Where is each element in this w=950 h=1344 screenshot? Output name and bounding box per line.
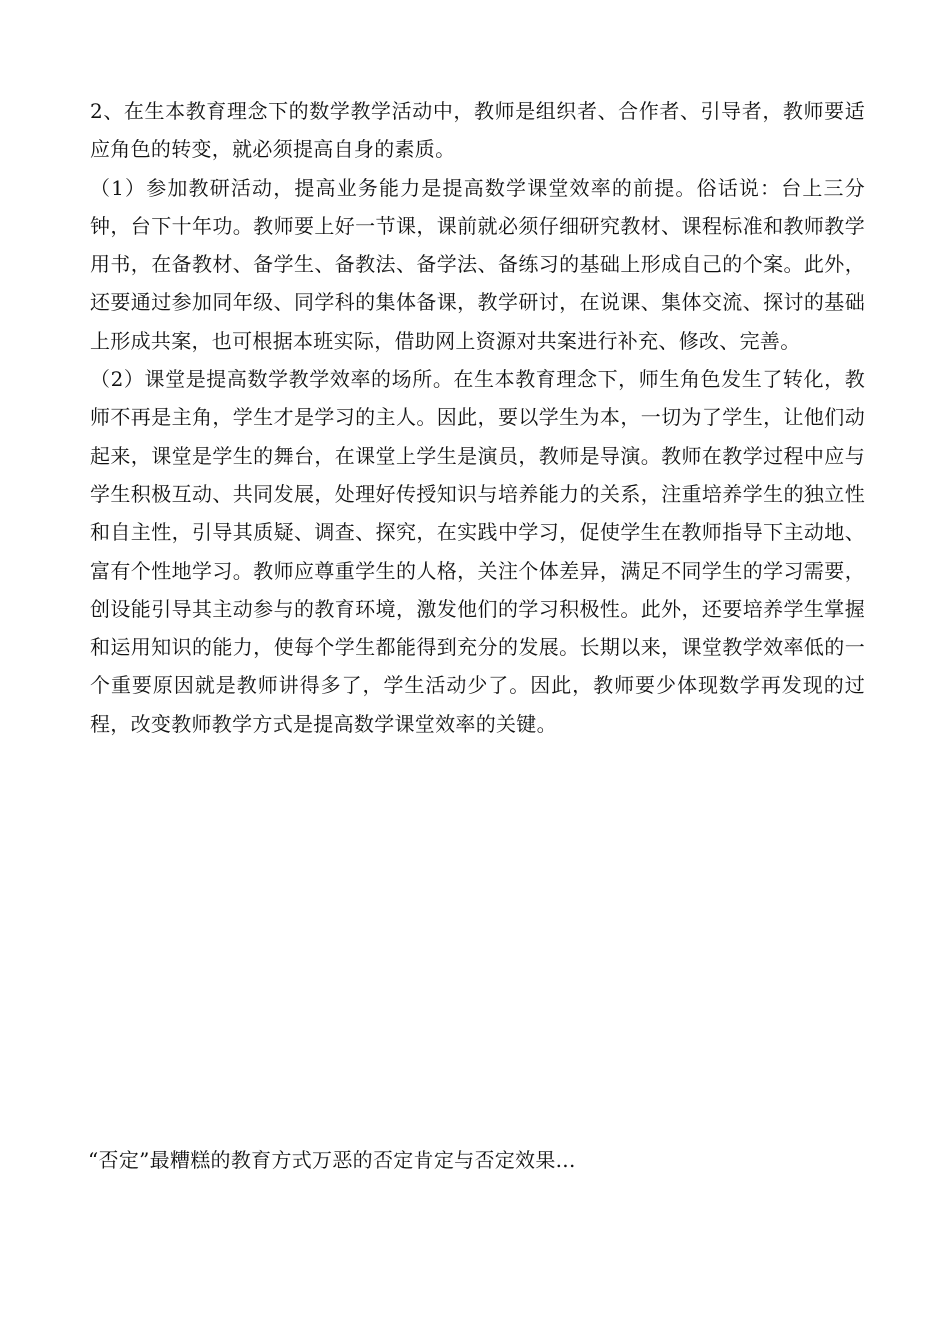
paragraph-teacher-role: 2、在生本教育理念下的数学教学活动中，教师是组织者、合作者、引导者，教师要适应角色的转变，就必须提高自身的素质。 [90,99,865,162]
document-body [90,92,865,743]
paragraph-teaching-research: （1）参加教研活动，提高业务能力是提高数学课堂效率的前提。俗话说：台上三分钟，台下十年功。教师要上好一节课，课前就必须仔细研究教材、课程标准和教师教学用书，在备教材、备学生、备教法、备学法、备练习的基础上形成自己的个案。此外，还要通过参加同年级、同学科的集体备课，教学研讨，在说课、集体交流、探讨的基础上形成共案，也可根据本班实际，借助网上资源对共案进行补充、修改、完善。 [90,175,865,353]
paragraph-classroom-efficiency: （2）课堂是提高数学教学效率的场所。在生本教育理念下，师生角色发生了转化，教师不再是主角，学生才是学习的主人。因此，要以学生为本，一切为了学生，让他们动起来，课堂是学生的舞台，在课堂上学生是演员，教师是导演。教师在教学过程中应与学生积极互动、共同发展，处理好传授知识与培养能力的关系，注重培养学生的独立性和自主性，引导其质疑、调查、探究，在实践中学习，促使学生在教师指导下主动地、富有个性地学习。教师应尊重学生的人格，关注个体差异，满足不同学生的学习需要，创设能引导其主动参与的教育环境，激发他们的学习积极性。此外，还要培养学生掌握和运用知识的能力，使每个学生都能得到充分的发展。长期以来，课堂教学效率低的一个重要原因就是教师讲得多了，学生活动少了。因此，教师要少体现数学再发现的过程，改变教师教学方式是提高数学课堂效率的关键。 [90,367,865,736]
related-article-link[interactable]: “否定”最糟糕的教育方式万恶的否定肯定与否定效果... [88,1148,576,1172]
